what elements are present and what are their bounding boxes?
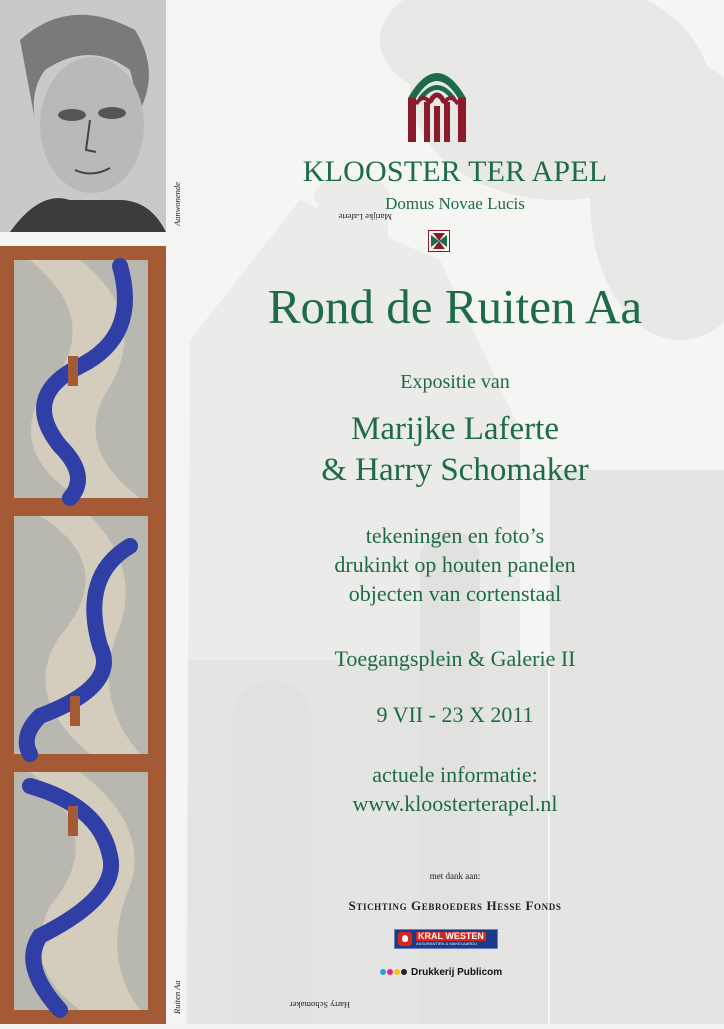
material-item: objecten van cortenstaal <box>348 581 562 606</box>
material-item: tekeningen en foto’s <box>365 523 545 548</box>
materials-list <box>186 521 724 608</box>
sponsor-publicom-logo <box>380 965 502 979</box>
portrait-caption: Marijke Laferte Aanwonende <box>172 182 392 226</box>
sponsor-kral-westen-logo <box>394 929 498 949</box>
maltese-cross-icon <box>428 230 450 252</box>
artist-1: Marijke Laferte <box>351 411 559 447</box>
exhibition-dates: 9 VII - 23 X 2011 <box>376 702 534 727</box>
color-dots-icon <box>380 969 408 975</box>
exhibition-title: Rond de Ruiten Aa <box>267 279 643 334</box>
sponsor-2-name: KRAL WESTEN <box>418 931 484 941</box>
exhibition-intro: Expositie van <box>400 371 510 393</box>
website-link[interactable]: www.kloosterterapel.nl <box>352 791 558 816</box>
kral-westen-icon <box>398 932 412 946</box>
sponsor-2-sub: ASSURANTIËN & MAKELAARDIJ <box>416 941 478 946</box>
info-block <box>186 760 724 818</box>
river-panels-artwork <box>0 246 166 1024</box>
portrait-drawing <box>0 0 166 232</box>
artist-2: & Harry Schomaker <box>321 452 589 488</box>
thanks-label: met dank aan: <box>429 871 481 881</box>
material-item: drukinkt op houten panelen <box>334 552 576 577</box>
sponsor-3-name: Drukkerij Publicom <box>411 966 503 978</box>
organization-subtitle: Domus Novae Lucis <box>385 194 525 213</box>
panels-caption: Harry Schomaker Ruiten Aa <box>172 980 350 1014</box>
info-label: actuele informatie: <box>372 762 538 787</box>
artist-names <box>186 409 724 491</box>
organization-name: KLOOSTER TER APEL <box>302 155 608 188</box>
sponsor-hesse-fonds: Stichting Gebroeders Hesse Fonds <box>348 898 562 913</box>
venue: Toegangsplein & Galerie II <box>334 646 576 671</box>
monastery-arch-logo-icon <box>404 58 470 142</box>
